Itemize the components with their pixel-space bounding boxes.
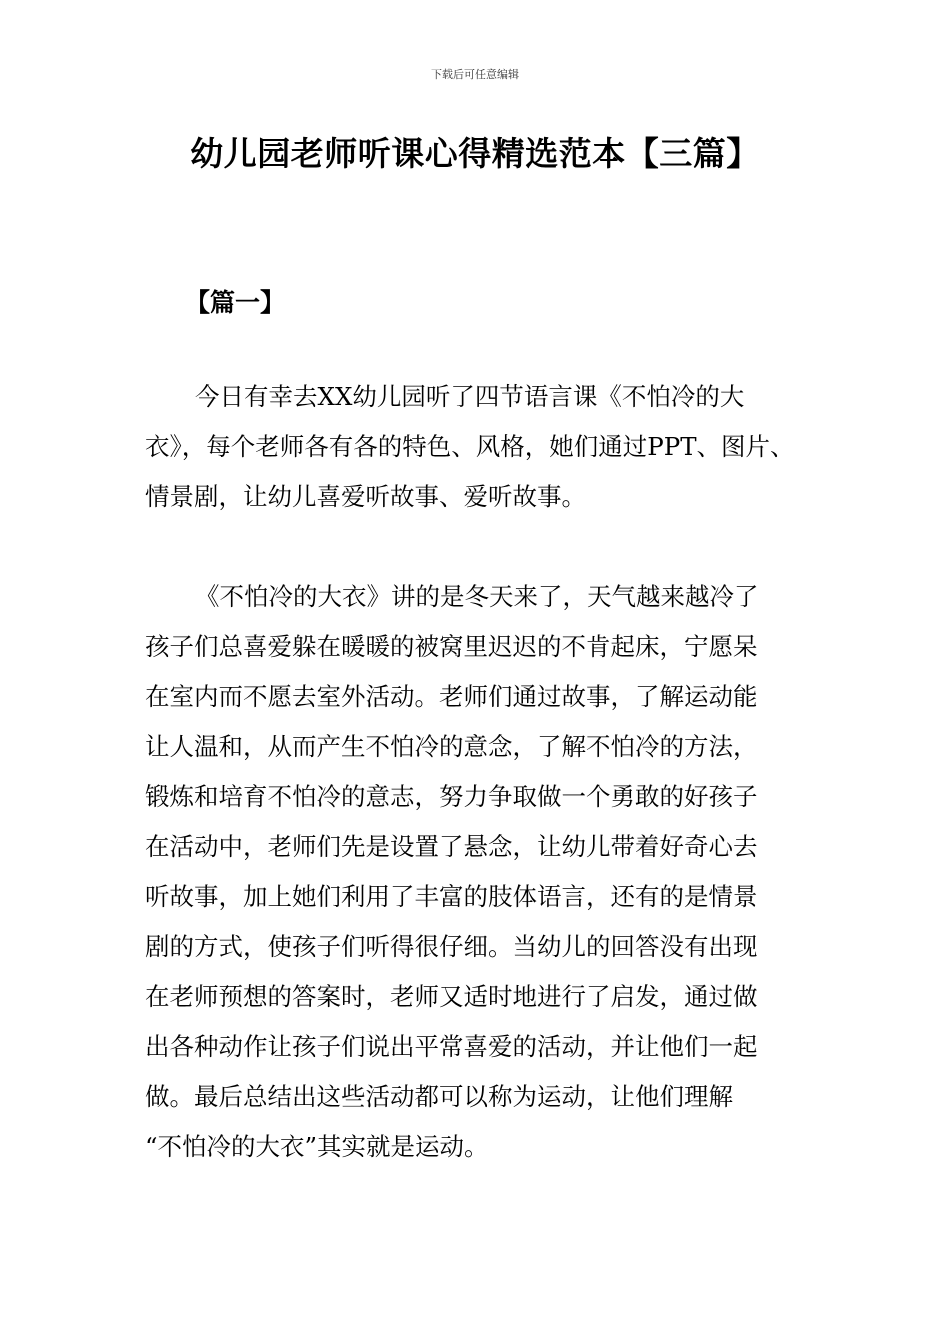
paragraph-line: 孩子们总喜爱躲在暖暖的被窝里迟迟的不肯起床，宁愿呆 [145,632,758,661]
header-note: 下载后可任意编辑 [431,68,519,81]
section-heading: 【篇一】 [185,288,286,317]
paragraph-line: 做。最后总结出这些活动都可以称为运动，让他们理解 [145,1082,733,1111]
paragraph-line: 听故事，加上她们利用了丰富的肢体语言，还有的是情景 [145,882,758,911]
paragraph-line: 今日有幸去XX幼儿园听了四节语言课《不怕冷的大 [195,382,745,411]
paragraph-line: 出各种动作让孩子们说出平常喜爱的活动，并让他们一起 [145,1032,758,1061]
paragraph-line: “不怕冷的大衣”其实就是运动。 [145,1132,489,1161]
paragraph-line: 情景剧，让幼儿喜爱听故事、爱听故事。 [145,482,586,511]
paragraph-line: 锻炼和培育不怕冷的意志，努力争取做一个勇敢的好孩子 [145,782,758,811]
paragraph-line: 在室内而不愿去室外活动。老师们通过故事，了解运动能 [145,682,758,711]
paragraph-line: 《不怕冷的大衣》讲的是冬天来了，天气越来越冷了 [195,582,759,611]
paragraph-line: 剧的方式，使孩子们听得很仔细。当幼儿的回答没有出现 [145,932,758,961]
paragraph-line: 在活动中，老师们先是设置了悬念，让幼儿带着好奇心去 [145,832,758,861]
paragraph-line: 在老师预想的答案时，老师又适时地进行了启发，通过做 [145,982,758,1011]
paragraph-line: 让人温和，从而产生不怕冷的意念，了解不怕冷的方法， [145,732,758,761]
document-title: 幼儿园老师听课心得精选范本【三篇】 [190,134,760,173]
paragraph-line: 衣》，每个老师各有各的特色、风格，她们通过PPT、图片、 [145,432,795,461]
